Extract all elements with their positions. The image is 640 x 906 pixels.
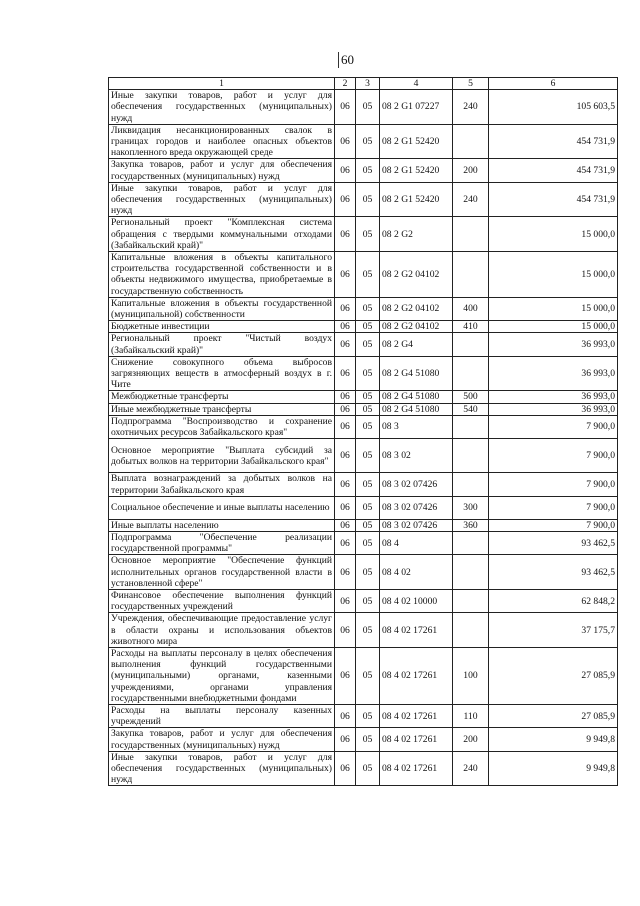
row-name: Социальное обеспечение и иные выплаты населению	[109, 496, 335, 519]
table-row	[109, 182, 618, 217]
section-code: 06	[335, 90, 356, 125]
section-code: 06	[335, 182, 356, 217]
expense-type-code	[453, 473, 489, 496]
target-article-code: 08 2 G4 51080	[380, 403, 453, 415]
amount: 36 993,0	[489, 391, 618, 403]
amount: 36 993,0	[489, 333, 618, 356]
section-code: 06	[335, 321, 356, 333]
section-code: 06	[335, 439, 356, 473]
section-code: 06	[335, 217, 356, 252]
row-name: Региональный проект "Комплексная система обращения с твердыми коммунальными отходами (Забайкальский край)"	[109, 217, 335, 252]
page-number: 60	[341, 52, 354, 67]
section-code: 06	[335, 403, 356, 415]
section-code: 06	[335, 391, 356, 403]
amount: 15 000,0	[489, 252, 618, 298]
amount: 454 731,9	[489, 159, 618, 182]
subsection-code: 05	[356, 321, 380, 333]
target-article-code: 08 3 02 07426	[380, 519, 453, 531]
amount: 7 900,0	[489, 439, 618, 473]
amount: 27 085,9	[489, 704, 618, 727]
subsection-code: 05	[356, 473, 380, 496]
section-code: 06	[335, 555, 356, 590]
subsection-code: 05	[356, 252, 380, 298]
table-row	[109, 333, 618, 356]
expense-type-code	[453, 439, 489, 473]
subsection-code: 05	[356, 159, 380, 182]
subsection-code: 05	[356, 704, 380, 727]
amount: 15 000,0	[489, 297, 618, 320]
subsection-code: 05	[356, 124, 380, 159]
row-name: Иные закупки товаров, работ и услуг для обеспечения государственных (муниципальных) нужд	[109, 751, 335, 786]
subsection-code: 05	[356, 333, 380, 356]
row-name: Ликвидация несанкционированных свалок в границах городов и наиболее опасных объектов накопленного вреда окружающей среде	[109, 124, 335, 159]
subsection-code: 05	[356, 297, 380, 320]
expense-type-code	[453, 613, 489, 648]
expense-type-code: 200	[453, 159, 489, 182]
table-row	[109, 391, 618, 403]
page-margin-mark	[338, 52, 339, 68]
row-name: Финансовое обеспечение выполнения функций государственных учреждений	[109, 589, 335, 612]
expense-type-code: 500	[453, 391, 489, 403]
row-name: Основное мероприятие "Выплата субсидий за добытых волков на территории Забайкальского края"	[109, 439, 335, 473]
expense-type-code	[453, 555, 489, 590]
subsection-code: 05	[356, 728, 380, 751]
amount: 36 993,0	[489, 356, 618, 391]
section-code: 06	[335, 613, 356, 648]
table-row	[109, 217, 618, 252]
amount: 62 848,2	[489, 589, 618, 612]
target-article-code: 08 2 G2 04102	[380, 321, 453, 333]
row-name: Капитальные вложения в объекты капитального строительства государственной собственности и в объекты недвижимого имущества, приобретаемые в государственную собственность	[109, 252, 335, 298]
section-code: 06	[335, 415, 356, 438]
target-article-code: 08 2 G2	[380, 217, 453, 252]
amount: 15 000,0	[489, 217, 618, 252]
amount: 7 900,0	[489, 473, 618, 496]
section-code: 06	[335, 356, 356, 391]
row-name: Иные выплаты населению	[109, 519, 335, 531]
section-code: 06	[335, 704, 356, 727]
row-name: Иные закупки товаров, работ и услуг для обеспечения государственных (муниципальных) нужд	[109, 90, 335, 125]
amount: 7 900,0	[489, 415, 618, 438]
table-row	[109, 321, 618, 333]
table-row	[109, 751, 618, 786]
target-article-code: 08 2 G1 07227	[380, 90, 453, 125]
row-name: Межбюджетные трансферты	[109, 391, 335, 403]
amount: 454 731,9	[489, 124, 618, 159]
table-row	[109, 415, 618, 438]
amount: 15 000,0	[489, 321, 618, 333]
subsection-code: 05	[356, 589, 380, 612]
header-cell: 1	[109, 78, 335, 90]
header-cell: 5	[453, 78, 489, 90]
section-code: 06	[335, 519, 356, 531]
expense-type-code: 110	[453, 704, 489, 727]
expense-type-code: 240	[453, 90, 489, 125]
expense-type-code: 240	[453, 751, 489, 786]
amount: 7 900,0	[489, 496, 618, 519]
row-name: Региональный проект "Чистый воздух (Забайкальский край)"	[109, 333, 335, 356]
target-article-code: 08 2 G1 52420	[380, 159, 453, 182]
header-cell: 6	[489, 78, 618, 90]
expense-type-code: 540	[453, 403, 489, 415]
header-cell: 3	[356, 78, 380, 90]
target-article-code: 08 2 G4 51080	[380, 356, 453, 391]
target-article-code: 08 3	[380, 415, 453, 438]
target-article-code: 08 2 G1 52420	[380, 182, 453, 217]
subsection-code: 05	[356, 182, 380, 217]
target-article-code: 08 3 02	[380, 439, 453, 473]
table-row	[109, 704, 618, 727]
table-row	[109, 90, 618, 125]
amount: 93 462,5	[489, 555, 618, 590]
expense-type-code: 200	[453, 728, 489, 751]
target-article-code: 08 4 02	[380, 555, 453, 590]
target-article-code: 08 4	[380, 531, 453, 554]
target-article-code: 08 3 02 07426	[380, 473, 453, 496]
table-row	[109, 531, 618, 554]
amount: 27 085,9	[489, 647, 618, 704]
expense-type-code	[453, 124, 489, 159]
target-article-code: 08 4 02 17261	[380, 704, 453, 727]
table-row	[109, 356, 618, 391]
section-code: 06	[335, 531, 356, 554]
expense-type-code: 360	[453, 519, 489, 531]
target-article-code: 08 4 02 17261	[380, 647, 453, 704]
header-cell: 4	[380, 78, 453, 90]
amount: 9 949,8	[489, 751, 618, 786]
table-row	[109, 647, 618, 704]
subsection-code: 05	[356, 751, 380, 786]
table-row	[109, 403, 618, 415]
table-row	[109, 159, 618, 182]
expense-type-code: 300	[453, 496, 489, 519]
row-name: Подпрограмма "Воспроизводство и сохранение охотничьих ресурсов Забайкальского края"	[109, 415, 335, 438]
row-name: Выплата вознаграждений за добытых волков на территории Забайкальского края	[109, 473, 335, 496]
table-row	[109, 519, 618, 531]
section-code: 06	[335, 496, 356, 519]
subsection-code: 05	[356, 531, 380, 554]
row-name: Закупка товаров, работ и услуг для обеспечения государственных (муниципальных) нужд	[109, 728, 335, 751]
amount: 105 603,5	[489, 90, 618, 125]
subsection-code: 05	[356, 403, 380, 415]
subsection-code: 05	[356, 496, 380, 519]
amount: 454 731,9	[489, 182, 618, 217]
table-row	[109, 252, 618, 298]
expense-type-code: 400	[453, 297, 489, 320]
section-code: 06	[335, 297, 356, 320]
subsection-code: 05	[356, 90, 380, 125]
section-code: 06	[335, 159, 356, 182]
section-code: 06	[335, 333, 356, 356]
expense-type-code: 240	[453, 182, 489, 217]
table-row	[109, 496, 618, 519]
amount: 9 949,8	[489, 728, 618, 751]
subsection-code: 05	[356, 613, 380, 648]
amount: 7 900,0	[489, 519, 618, 531]
subsection-code: 05	[356, 356, 380, 391]
target-article-code: 08 2 G2 04102	[380, 297, 453, 320]
row-name: Основное мероприятие "Обеспечение функций исполнительных органов государственной власти в установленной сфере"	[109, 555, 335, 590]
section-code: 06	[335, 252, 356, 298]
row-name: Учреждения, обеспечивающие предоставление услуг в области охраны и использования объектов животного мира	[109, 613, 335, 648]
expense-type-code	[453, 217, 489, 252]
expense-type-code: 100	[453, 647, 489, 704]
target-article-code: 08 2 G1 52420	[380, 124, 453, 159]
table-row	[109, 297, 618, 320]
header-cell: 2	[335, 78, 356, 90]
table-row	[109, 589, 618, 612]
section-code: 06	[335, 124, 356, 159]
table-row	[109, 124, 618, 159]
budget-table	[108, 77, 618, 786]
table-row	[109, 555, 618, 590]
expense-type-code	[453, 415, 489, 438]
row-name: Снижение совокупного объема выбросов загрязняющих веществ в атмосферный воздух в г. Чите	[109, 356, 335, 391]
table-row	[109, 439, 618, 473]
amount: 37 175,7	[489, 613, 618, 648]
expense-type-code	[453, 356, 489, 391]
table-row	[109, 728, 618, 751]
section-code: 06	[335, 751, 356, 786]
subsection-code: 05	[356, 555, 380, 590]
subsection-code: 05	[356, 391, 380, 403]
target-article-code: 08 4 02 10000	[380, 589, 453, 612]
target-article-code: 08 4 02 17261	[380, 751, 453, 786]
subsection-code: 05	[356, 217, 380, 252]
expense-type-code	[453, 531, 489, 554]
subsection-code: 05	[356, 519, 380, 531]
section-code: 06	[335, 647, 356, 704]
subsection-code: 05	[356, 647, 380, 704]
target-article-code: 08 3 02 07426	[380, 496, 453, 519]
target-article-code: 08 2 G4 51080	[380, 391, 453, 403]
row-name: Иные межбюджетные трансферты	[109, 403, 335, 415]
target-article-code: 08 4 02 17261	[380, 728, 453, 751]
target-article-code: 08 2 G4	[380, 333, 453, 356]
expense-type-code	[453, 333, 489, 356]
row-name: Капитальные вложения в объекты государственной (муниципальной) собственности	[109, 297, 335, 320]
expense-type-code: 410	[453, 321, 489, 333]
target-article-code: 08 4 02 17261	[380, 613, 453, 648]
amount: 36 993,0	[489, 403, 618, 415]
section-code: 06	[335, 589, 356, 612]
row-name: Расходы на выплаты персоналу казенных учреждений	[109, 704, 335, 727]
section-code: 06	[335, 473, 356, 496]
subsection-code: 05	[356, 415, 380, 438]
row-name: Расходы на выплаты персоналу в целях обеспечения выполнения функций государственными (муниципальными) органами, казенными учреждениями, органами управления государственными внебюджетными фондами	[109, 647, 335, 704]
expense-type-code	[453, 252, 489, 298]
table-row	[109, 473, 618, 496]
section-code: 06	[335, 728, 356, 751]
subsection-code: 05	[356, 439, 380, 473]
row-name: Иные закупки товаров, работ и услуг для обеспечения государственных (муниципальных) нужд	[109, 182, 335, 217]
expense-type-code	[453, 589, 489, 612]
amount: 93 462,5	[489, 531, 618, 554]
row-name: Бюджетные инвестиции	[109, 321, 335, 333]
table-row	[109, 613, 618, 648]
row-name: Подпрограмма "Обеспечение реализации государственной программы"	[109, 531, 335, 554]
row-name: Закупка товаров, работ и услуг для обеспечения государственных (муниципальных) нужд	[109, 159, 335, 182]
table-header-row	[109, 78, 618, 90]
target-article-code: 08 2 G2 04102	[380, 252, 453, 298]
